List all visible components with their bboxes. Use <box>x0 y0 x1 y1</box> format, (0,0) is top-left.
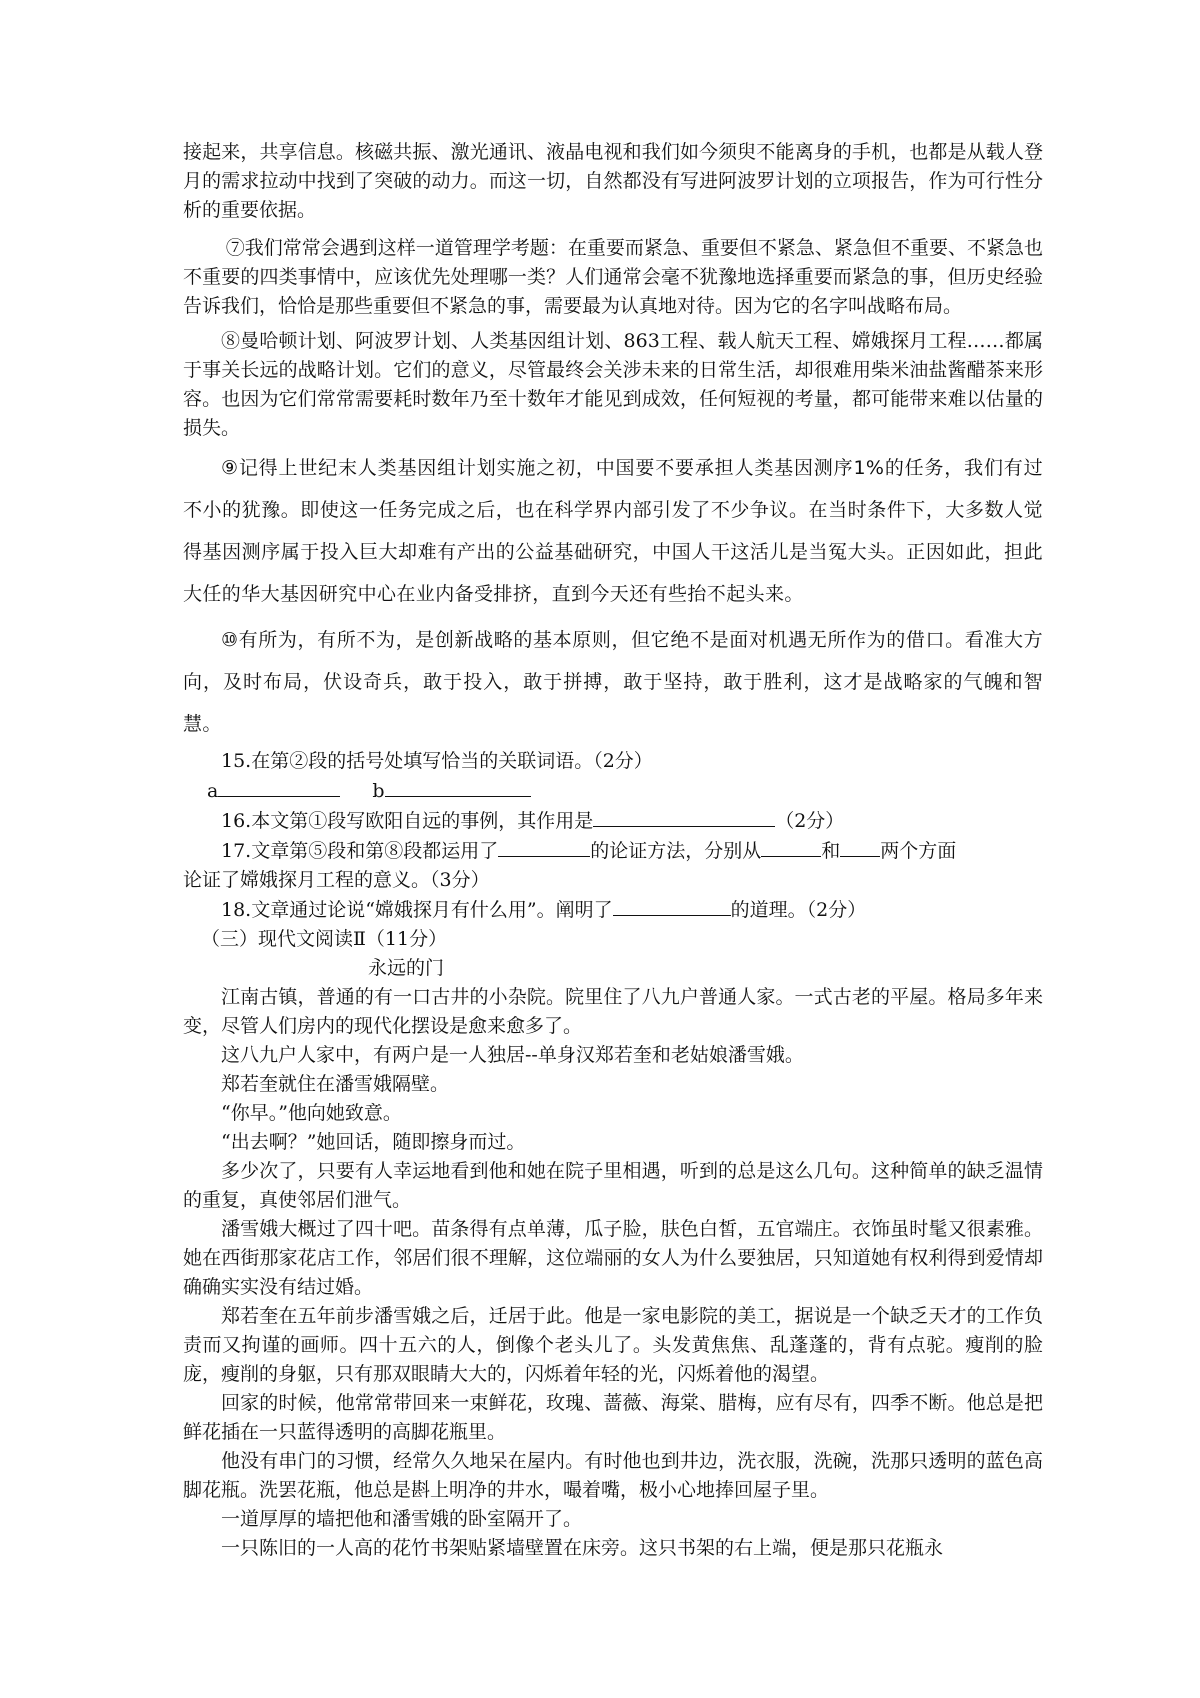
question-15-blanks <box>183 776 1043 806</box>
story-paragraph: “你早。”他向她致意。 <box>221 1102 402 1124</box>
story-paragraph: 一只陈旧的一人高的花竹书架贴紧墙壁置在床旁。这只书架的右上端，便是那只花瓶永 <box>221 1537 944 1559</box>
q15-label-b: b <box>372 780 385 802</box>
q17-text-mid2: 和 <box>821 840 841 862</box>
question-17-line2: 论证了嫦娥探月工程的意义。（3分） <box>183 869 490 891</box>
story-paragraph: 江南古镇，普通的有一口古井的小杂院。院里住了八九户普通人家。一式古老的平屋。格局多年来变，尽管人们房内的现代化摆设是愈来愈多了。 <box>183 986 1043 1037</box>
q15-blank-a[interactable] <box>218 776 340 797</box>
paragraph-6-continued: 接起来，共享信息。核磁共振、激光通讯、液晶电视和我们如今须臾不能离身的手机，也都是从载人登月的需求拉动中找到了突破的动力。而这一切，自然都没有写进阿波罗计划的立项报告，作为可行性分析的重要依据。 <box>183 141 1043 221</box>
q17-text-post: 两个方面 <box>880 840 957 862</box>
question-15: 15.在第②段的括号处填写恰当的关联词语。（2分） <box>221 750 653 772</box>
q17-blank-3[interactable] <box>840 836 880 857</box>
q15-label-a: a <box>207 780 219 802</box>
story-paragraph: 郑若奎就住在潘雪娥隔壁。 <box>221 1073 450 1095</box>
question-16 <box>183 806 1043 836</box>
q17-text-mid1: 的论证方法，分别从 <box>590 840 762 862</box>
q17-text: 17.文章第⑤段和第⑧段都运用了 <box>221 840 499 862</box>
section-heading: （三）现代文阅读Ⅱ（11分） <box>201 928 448 950</box>
story-paragraph: 他没有串门的习惯，经常久久地呆在屋内。有时他也到井边，洗衣服，洗碗，洗那只透明的蓝色高脚花瓶。洗罢花瓶，他总是斟上明净的井水，嘬着嘴，极小心地捧回屋子里。 <box>183 1450 1043 1501</box>
story-paragraph: 这八九户人家中，有两户是一人独居--单身汉郑若奎和老姑娘潘雪娥。 <box>221 1044 804 1066</box>
q18-blank[interactable] <box>613 895 731 916</box>
story-paragraph: 多少次了，只要有人幸运地看到他和她在院子里相遇，听到的总是这么几句。这种简单的缺乏温情的重复，真使邻居们泄气。 <box>183 1160 1043 1211</box>
question-18 <box>183 895 1043 925</box>
story-paragraph: 郑若奎在五年前步潘雪娥之后，迁居于此。他是一家电影院的美工，据说是一个缺乏天才的工作负责而又拘谨的画师。四十五六的人，倒像个老头儿了。头发黄焦焦、乱蓬蓬的，背有点驼。瘦削的脸庞，瘦削的身躯，只有那双眼睛大大的，闪烁着年轻的光，闪烁着他的渴望。 <box>183 1305 1043 1385</box>
document-page <box>183 138 1043 1563</box>
q15-blank-b[interactable] <box>385 776 531 797</box>
story-title: 永远的门 <box>368 957 445 979</box>
paragraph-10: ⑩有所为，有所不为，是创新战略的基本原则，但它绝不是面对机遇无所作为的借口。看准大方向，及时布局，伏设奇兵，敢于投入，敢于拼搏，敢于坚持，敢于胜利，这才是战略家的气魄和智慧。 <box>183 629 1043 735</box>
story-body <box>183 983 1043 1563</box>
question-17 <box>183 836 1043 866</box>
q16-score: （2分） <box>775 810 845 832</box>
q18-text: 18.文章通过论说“嫦娥探月有什么用”。阐明了 <box>221 899 613 921</box>
story-paragraph: 潘雪娥大概过了四十吧。苗条得有点单薄，瓜子脸，肤色白皙，五官端庄。衣饰虽时髦又很素雅。她在西街那家花店工作，邻居们很不理解，这位端丽的女人为什么要独居，只知道她有权利得到爱情却确确实实没有结过婚。 <box>183 1218 1043 1298</box>
paragraph-9: ⑨记得上世纪末人类基因组计划实施之初，中国要不要承担人类基因测序1%的任务，我们有过不小的犹豫。即使这一任务完成之后，也在科学界内部引发了不少争议。在当时条件下，大多数人觉得基因测序属于投入巨大却难有产出的公益基础研究，中国人干这活儿是当冤大头。正因如此，担此大任的华大基因研究中心在业内备受排挤，直到今天还有些抬不起头来。 <box>183 457 1043 605</box>
paragraph-8: ⑧曼哈顿计划、阿波罗计划、人类基因组计划、863工程、载人航天工程、嫦娥探月工程……都属于事关长远的战略计划。它们的意义，尽管最终会关涉未来的日常生活，却很难用柴米油盐酱醋茶来形容。也因为它们常常需要耗时数年乃至十数年才能见到成效，任何短视的考量，都可能带来难以估量的损失。 <box>183 330 1043 439</box>
q17-blank-1[interactable] <box>498 836 590 857</box>
q16-blank[interactable] <box>593 806 775 827</box>
q18-score: 的道理。（2分） <box>730 899 867 921</box>
story-paragraph: 一道厚厚的墙把他和潘雪娥的卧室隔开了。 <box>221 1508 583 1530</box>
q16-text: 16.本文第①段写欧阳自远的事例，其作用是 <box>221 810 594 832</box>
q17-blank-2[interactable] <box>761 836 821 857</box>
story-paragraph: 回家的时候，他常常带回来一束鲜花，玫瑰、蔷薇、海棠、腊梅，应有尽有，四季不断。他总是把鲜花插在一只蓝得透明的高脚花瓶里。 <box>183 1392 1043 1443</box>
paragraph-7: ⑦我们常常会遇到这样一道管理学考题：在重要而紧急、重要但不紧急、紧急但不重要、不紧急也不重要的四类事情中，应该优先处理哪一类？人们通常会毫不犹豫地选择重要而紧急的事，但历史经验告诉我们，恰恰是那些重要但不紧急的事，需要最为认真地对待。因为它的名字叫战略布局。 <box>183 237 1043 317</box>
story-paragraph: “出去啊？”她回话，随即擦身而过。 <box>221 1131 526 1153</box>
